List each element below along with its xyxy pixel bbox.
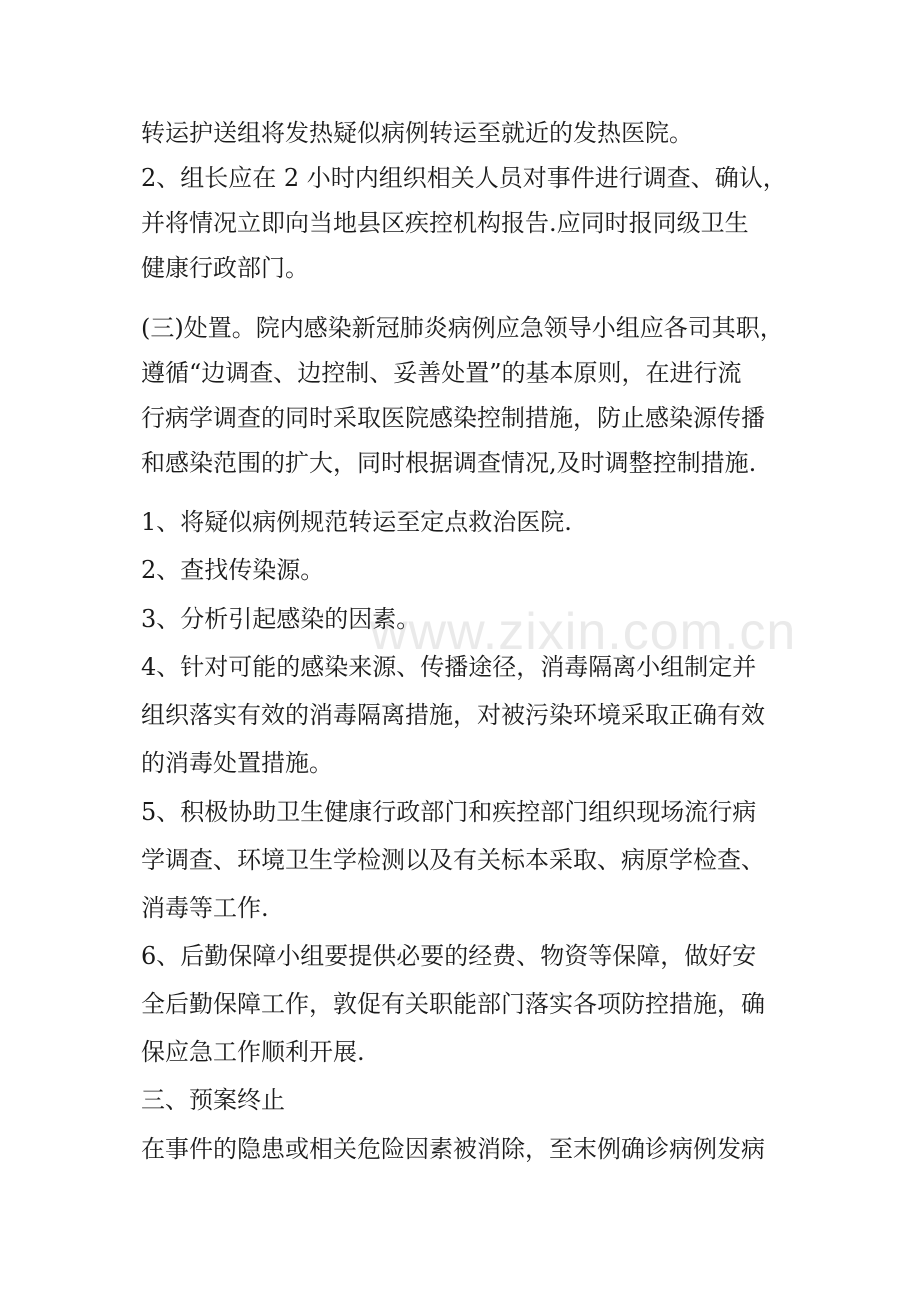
text-line-14: 的消毒处置措施。	[141, 749, 333, 777]
text-line-16: 学调查、环境卫生学检测以及有关标本采取、病原学检查、	[141, 846, 765, 874]
text-line-20: 保应急工作顺利开展.	[141, 1038, 365, 1066]
text-line-13: 组织落实有效的消毒隔离措施，对被污染环境采取正确有效	[141, 701, 765, 729]
watermark: www.zixin.com.cn	[370, 603, 797, 661]
text-line-18: 6、后勤保障小组要提供必要的经费、物资等保障，做好安	[141, 942, 757, 970]
text-line-17: 消毒等工作.	[141, 894, 269, 922]
text-line-5: (三)处置。院内感染新冠肺炎病例应急领导小组应各司其职，	[141, 314, 784, 342]
text-line-15: 5、积极协助卫生健康行政部门和疾控部门组织现场流行病	[141, 798, 757, 826]
text-line-10: 2、查找传染源。	[141, 556, 325, 584]
text-line-19: 全后勤保障工作，敦促有关职能部门落实各项防控措施，确	[141, 990, 765, 1018]
text-line-11: 3、分析引起感染的因素。	[141, 605, 421, 633]
text-line-21: 三、预案终止	[141, 1086, 285, 1114]
text-line-6: 遵循“边调查、边控制、妥善处置”的基本原则，在进行流	[141, 359, 742, 387]
text-line-1: 转运护送组将发热疑似病例转运至就近的发热医院。	[141, 119, 693, 147]
text-line-8: 和感染范围的扩大，同时根据调查情况,及时调整控制措施.	[141, 449, 757, 477]
text-line-22: 在事件的隐患或相关危险因素被消除，至末例确诊病例发病	[141, 1135, 765, 1163]
text-line-9: 1、将疑似病例规范转运至定点救治医院.	[141, 508, 572, 536]
text-line-7: 行病学调查的同时采取医院感染控制措施，防止感染源传播	[141, 404, 765, 432]
text-line-3: 并将情况立即向当地县区疾控机构报告.应同时报同级卫生	[141, 209, 749, 237]
text-line-2: 2、组长应在 2 小时内组织相关人员对事件进行调查、确认，	[141, 164, 787, 192]
text-line-12: 4、针对可能的感染来源、传播途径，消毒隔离小组制定并	[141, 653, 757, 681]
text-line-4: 健康行政部门。	[141, 254, 309, 282]
